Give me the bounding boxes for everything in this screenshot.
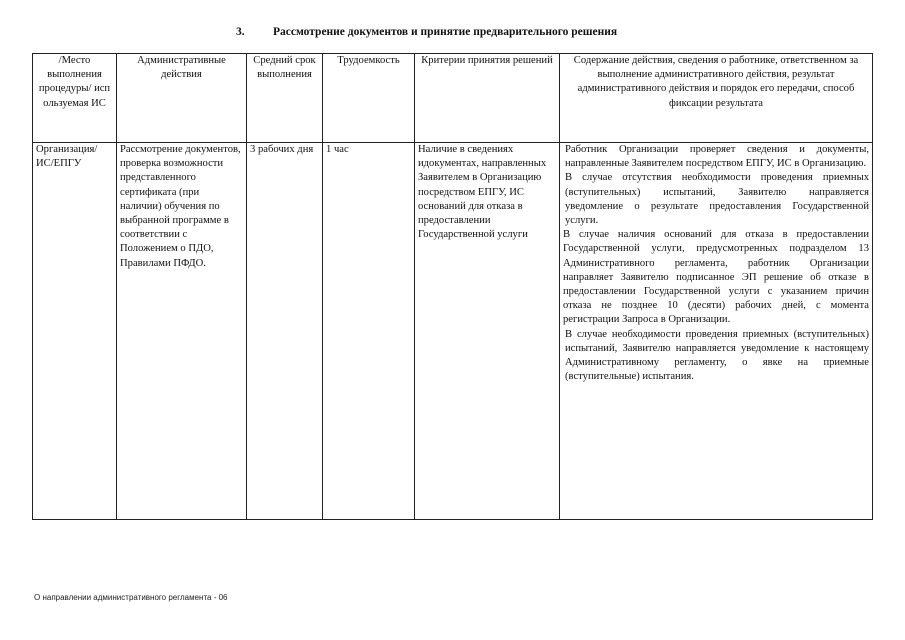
header-actions: Административные действия	[117, 54, 247, 143]
content-paragraph-1: Работник Организации проверяет сведения и документы, направленные Заявителем посредством ЕПГУ, ИС в Организацию.	[565, 144, 869, 170]
cell-actions: Рассмотрение документов, проверка возможности представленного сертификата (при наличии) обучения по выбранной программе в соответствии с Положением о ПДО, Правилами ПФДО.	[117, 143, 247, 520]
header-labor: Трудоемкость	[323, 54, 415, 143]
header-criteria: Критерии принятия решений	[415, 54, 560, 143]
cell-labor: 1 час	[323, 143, 415, 520]
header-place: /Место выполнения процедуры/ исп ользуемая ИС	[33, 54, 117, 143]
content-paragraph-4: В случае необходимости проведения приемных (вступительных) испытаний, Заявителю направляется уведомление к настоящему Административному регламенту, о явке на приемные (вступительные) испытания.	[565, 328, 869, 383]
header-content: Содержание действия, сведения о работнике, ответственном за выполнение административного действия, результат административного действия и порядок его передачи, способ фиксации результата	[560, 54, 873, 143]
table-header-row	[33, 54, 873, 143]
table-row	[33, 143, 873, 520]
cell-content	[560, 143, 873, 520]
header-term: Средний срок выполнения	[247, 54, 323, 143]
cell-place: Организация/ ИС/ЕПГУ	[33, 143, 117, 520]
procedure-table	[32, 53, 873, 520]
section-title: Рассмотрение документов и принятие предварительного решения	[273, 26, 618, 38]
content-paragraph-2: В случае отсутствия необходимости проведения приемных (вступительных) испытаний, Заявителю направляется уведомление о результате предоставления Государственной услуги.	[565, 172, 869, 227]
content-paragraph-3: В случае наличия оснований для отказа в предоставлении Государственной услуги, предусмотренных подразделом 13 Административного регламента, работник Организации направляет Заявителю подписанное ЭП решение об отказе в предоставлении Государственной услуги с указанием причин отказа не позднее 10 (десяти) рабочих дней, с момента регистрации Запроса в Организации.	[563, 229, 869, 326]
section-number: 3.	[236, 26, 245, 38]
page-footer: О направлении административного регламента - 06	[34, 593, 228, 602]
cell-criteria: Наличие в сведениях идокументах, направленных Заявителем в Организацию посредством ЕПГУ, ИС оснований для отказа в предоставлении Государственной услуги	[415, 143, 560, 520]
cell-term: 3 рабочих дня	[247, 143, 323, 520]
